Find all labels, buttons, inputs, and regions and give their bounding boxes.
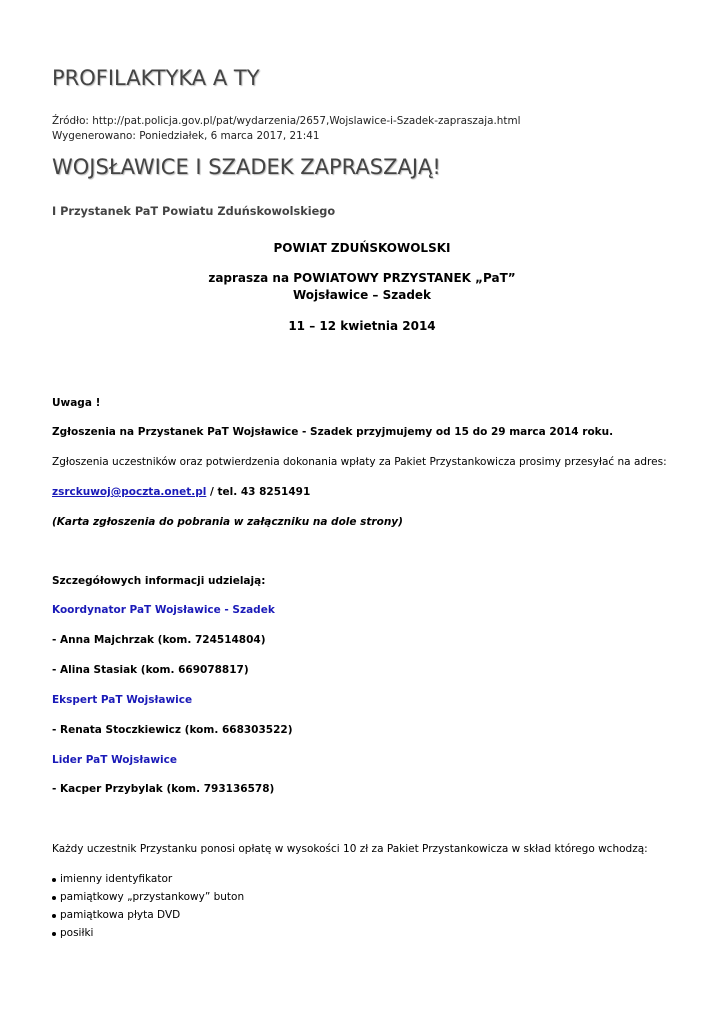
list-item: imienny identyfikator bbox=[52, 870, 244, 888]
bullet-icon bbox=[52, 932, 56, 936]
list-item: pamiątkowa płyta DVD bbox=[52, 906, 244, 924]
notice-heading: Uwaga ! bbox=[52, 397, 101, 409]
announcement-invite bbox=[52, 270, 672, 304]
announcement-county: POWIAT ZDUŃSKOWOLSKI bbox=[273, 241, 451, 255]
coordinator-contact-1: - Anna Majchrzak (kom. 724514804) bbox=[52, 634, 266, 646]
list-item: pamiątkowy „przystankowy” buton bbox=[52, 888, 244, 906]
expert-contact: - Renata Stoczkiewicz (kom. 668303522) bbox=[52, 724, 293, 736]
notice-instructions: Zgłoszenia uczestników oraz potwierdzenia dokonania wpłaty za Pakiet Przystankowicza prosimy przesyłać na adres: bbox=[52, 456, 667, 468]
phone-text: / tel. 43 8251491 bbox=[206, 486, 311, 498]
announcement-dates: 11 – 12 kwietnia 2014 bbox=[288, 319, 436, 333]
coordinator-role: Koordynator PaT Wojsławice - Szadek bbox=[52, 604, 275, 616]
coordinator-contact-2: - Alina Stasiak (kom. 669078817) bbox=[52, 664, 249, 676]
bullet-icon bbox=[52, 896, 56, 900]
leader-role: Lider PaT Wojsławice bbox=[52, 754, 177, 766]
list-item: posiłki bbox=[52, 924, 244, 942]
package-items-list bbox=[52, 870, 244, 942]
fee-text: Każdy uczestnik Przystanku ponosi opłatę w wysokości 10 zł za Pakiet Przystankowicza w skład którego wchodzą: bbox=[52, 843, 648, 855]
site-title: PROFILAKTYKA A TY bbox=[52, 66, 260, 90]
bullet-icon bbox=[52, 878, 56, 882]
contacts-heading: Szczegółowych informacji udzielają: bbox=[52, 575, 266, 587]
email-link[interactable]: zsrckuwoj@poczta.onet.pl bbox=[52, 486, 207, 498]
article-lead: I Przystanek PaT Powiatu Zduńskowolskiego bbox=[52, 205, 336, 218]
source-line: Źródło: http://pat.policja.gov.pl/pat/wydarzenia/2657,Wojslawice-i-Szadek-zapraszaja.html bbox=[52, 115, 521, 127]
leader-contact: - Kacper Przybylak (kom. 793136578) bbox=[52, 783, 275, 795]
generated-line: Wygenerowano: Poniedziałek, 6 marca 2017, 21:41 bbox=[52, 130, 320, 142]
notice-registration: Zgłoszenia na Przystanek PaT Wojsławice - Szadek przyjmujemy od 15 do 29 marca 2014 roku. bbox=[52, 426, 614, 438]
announcement-invite-line1: zaprasza na POWIATOWY PRZYSTANEK „PaT” bbox=[208, 271, 516, 285]
announcement-invite-line2: Wojsławice – Szadek bbox=[292, 288, 432, 302]
bullet-icon bbox=[52, 914, 56, 918]
article-title: WOJSŁAWICE I SZADEK ZAPRASZAJĄ! bbox=[52, 155, 441, 179]
attachment-note: (Karta zgłoszenia do pobrania w załączniku na dole strony) bbox=[52, 516, 403, 528]
expert-role: Ekspert PaT Wojsławice bbox=[52, 694, 193, 706]
contact-line bbox=[52, 486, 310, 498]
